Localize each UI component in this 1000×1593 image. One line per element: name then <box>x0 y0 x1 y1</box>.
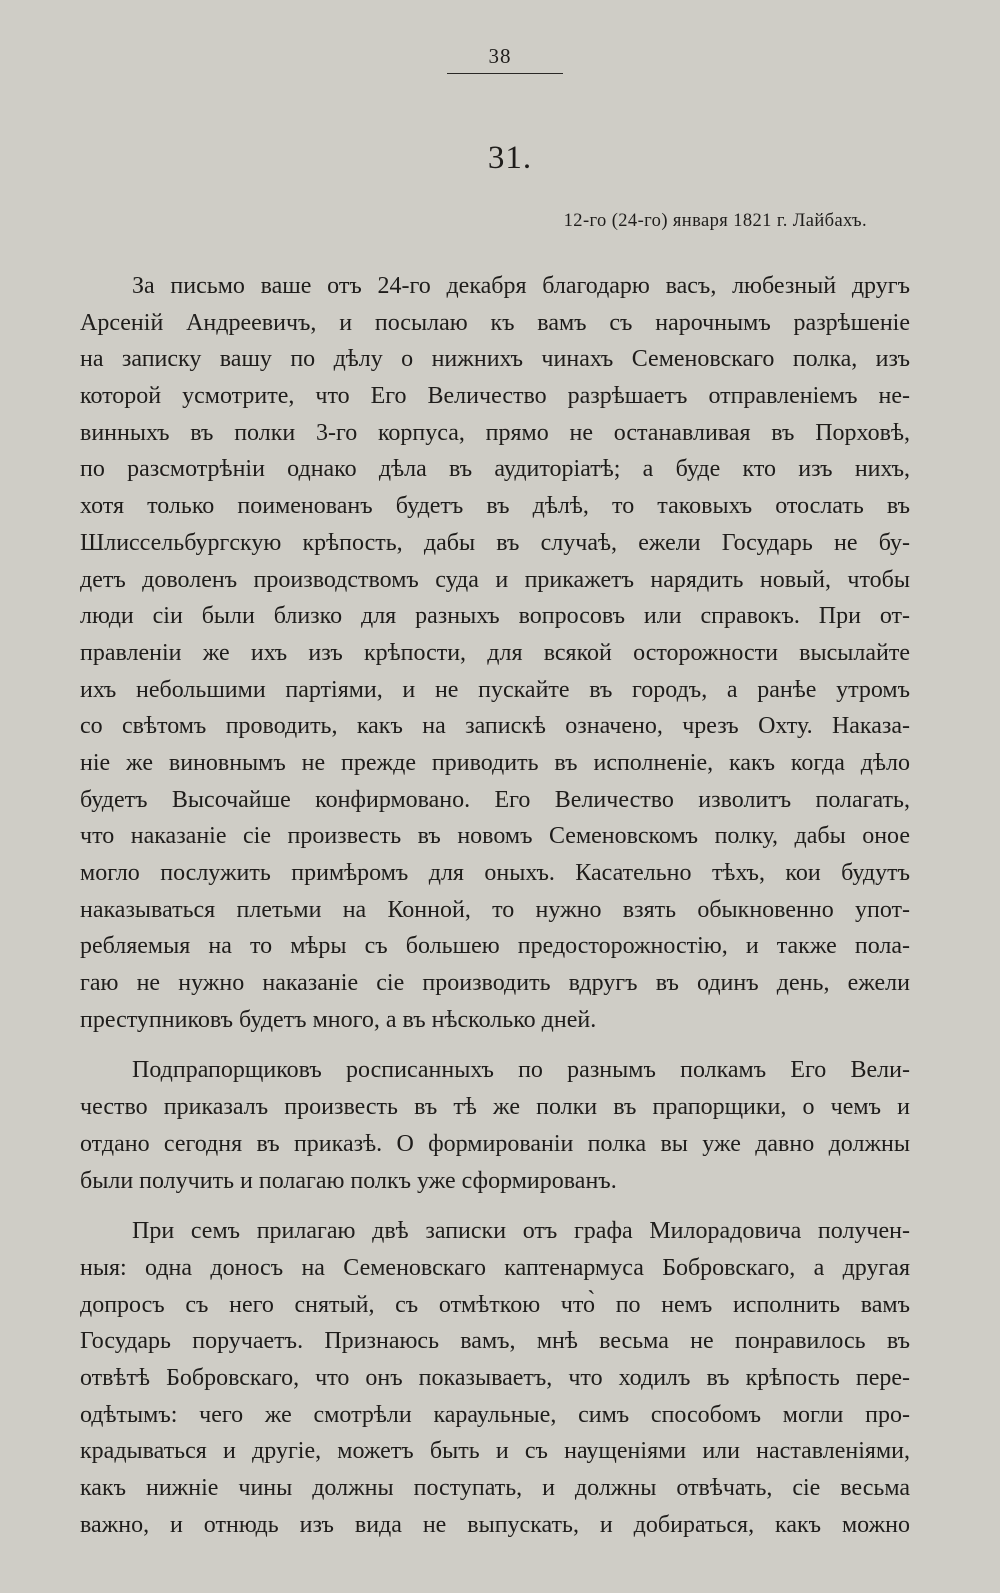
text-line: преступниковъ будетъ много, а въ нѣсколько дней. <box>80 1006 597 1033</box>
text-line: какъ нижніе чины должны поступать, и должны отвѣчать, сіе весьма <box>80 1475 910 1501</box>
paragraph-gap <box>80 1199 910 1213</box>
text-line: важно, и отнюдь изъ вида не выпускать, и добираться, какъ можно <box>80 1511 910 1538</box>
text-line: по разсмотрѣніи однако дѣла въ аудиторіатѣ; а буде кто изъ нихъ, <box>80 456 910 483</box>
text-line: одѣтымъ: чего же смотрѣли караульные, симъ способомъ могли про- <box>80 1401 910 1428</box>
text-line: могло послужить примѣромъ для оныхъ. Касательно тѣхъ, кои будутъ <box>80 860 910 886</box>
text-line: допросъ съ него снятый, съ отмѣткою что̀ по немъ исполнить вамъ <box>80 1291 910 1318</box>
text-line: крадываться и другіе, можетъ быть и съ наущеніями или наставленіями, <box>80 1438 910 1465</box>
text-line: что наказаніе сіе произвесть въ новомъ Семеновскомъ полку, дабы оное <box>80 823 910 850</box>
text-line: были получить и полагаю полкъ уже сформированъ. <box>80 1167 617 1194</box>
text-line: За письмо ваше отъ 24-го декабря благодарю васъ, любезный другъ <box>132 273 910 299</box>
paragraph <box>80 1052 910 1199</box>
text-line: на записку вашу по дѣлу о нижнихъ чинахъ Семеновскаго полка, изъ <box>80 346 910 373</box>
text-line: Арсеній Андреевичъ, и посылаю къ вамъ съ нарочнымъ разрѣшеніе <box>80 309 910 336</box>
text-line: правленіи же ихъ изъ крѣпости, для всякой осторожности высылайте <box>80 639 910 666</box>
letter-number: 31. <box>487 140 533 176</box>
text-line: которой усмотрите, что Его Величество разрѣшаетъ отправленіемъ не- <box>80 383 910 410</box>
paragraph <box>80 1213 910 1543</box>
paragraph-gap <box>80 1038 910 1052</box>
text-line: чество приказалъ произвесть въ тѣ же полки въ прапорщики, о чемъ и <box>80 1094 910 1121</box>
page-number: 38 <box>488 44 512 68</box>
text-line: ихъ небольшими партіями, и не пускайте въ городъ, а ранѣе утромъ <box>80 676 910 703</box>
text-line: люди сіи были близко для разныхъ вопросовъ или справокъ. При от- <box>80 603 910 630</box>
text-line: ныя: одна доносъ на Семеновскаго каптенармуса Бобровскаго, а другая <box>80 1254 910 1281</box>
text-line: ребляемыя на то мѣры съ большею предосторожностію, и также пола- <box>80 933 910 960</box>
paragraph <box>80 268 910 1038</box>
text-line: со свѣтомъ проводить, какъ на запискѣ означено, чрезъ Охту. Наказа- <box>80 713 910 740</box>
text-line: отвѣтѣ Бобровскаго, что онъ показываетъ, что ходилъ въ крѣпость пере- <box>80 1364 910 1391</box>
header-rule <box>447 73 563 74</box>
text-line: Государь поручаетъ. Признаюсь вамъ, мнѣ весьма не понравилось въ <box>80 1328 910 1355</box>
text-line: хотя только поименованъ будетъ въ дѣлѣ, то таковыхъ отослать въ <box>80 493 910 520</box>
letter-body <box>80 268 910 1543</box>
text-line: гаю не нужно наказаніе сіе производить вдругъ въ одинъ день, ежели <box>80 970 910 997</box>
text-line: При семъ прилагаю двѣ записки отъ графа Милорадовича получен- <box>132 1218 910 1245</box>
text-line: будетъ Высочайше конфирмовано. Его Величество изволитъ полагать, <box>80 786 910 813</box>
text-line: Подпрапорщиковъ росписанныхъ по разнымъ полкамъ Его Вели- <box>132 1057 910 1084</box>
text-line: отдано сегодня въ приказѣ. О формированіи полка вы уже давно должны <box>80 1130 910 1157</box>
text-line: Шлиссельбургскую крѣпость, дабы въ случаѣ, ежели Государь не бу- <box>80 529 910 556</box>
text-line: наказываться плетьми на Конной, то нужно взять обыкновенно упот- <box>80 896 910 923</box>
text-line: ніе же виновнымъ не прежде приводить въ исполненіе, какъ когда дѣло <box>80 749 910 776</box>
letter-dateline: 12-го (24-го) января 1821 г. Лайбахъ. <box>563 211 867 231</box>
text-line: детъ доволенъ производствомъ суда и прикажетъ нарядить новый, чтобы <box>80 566 910 593</box>
text-line: винныхъ въ полки 3-го корпуса, прямо не останавливая въ Порховѣ, <box>80 419 910 446</box>
